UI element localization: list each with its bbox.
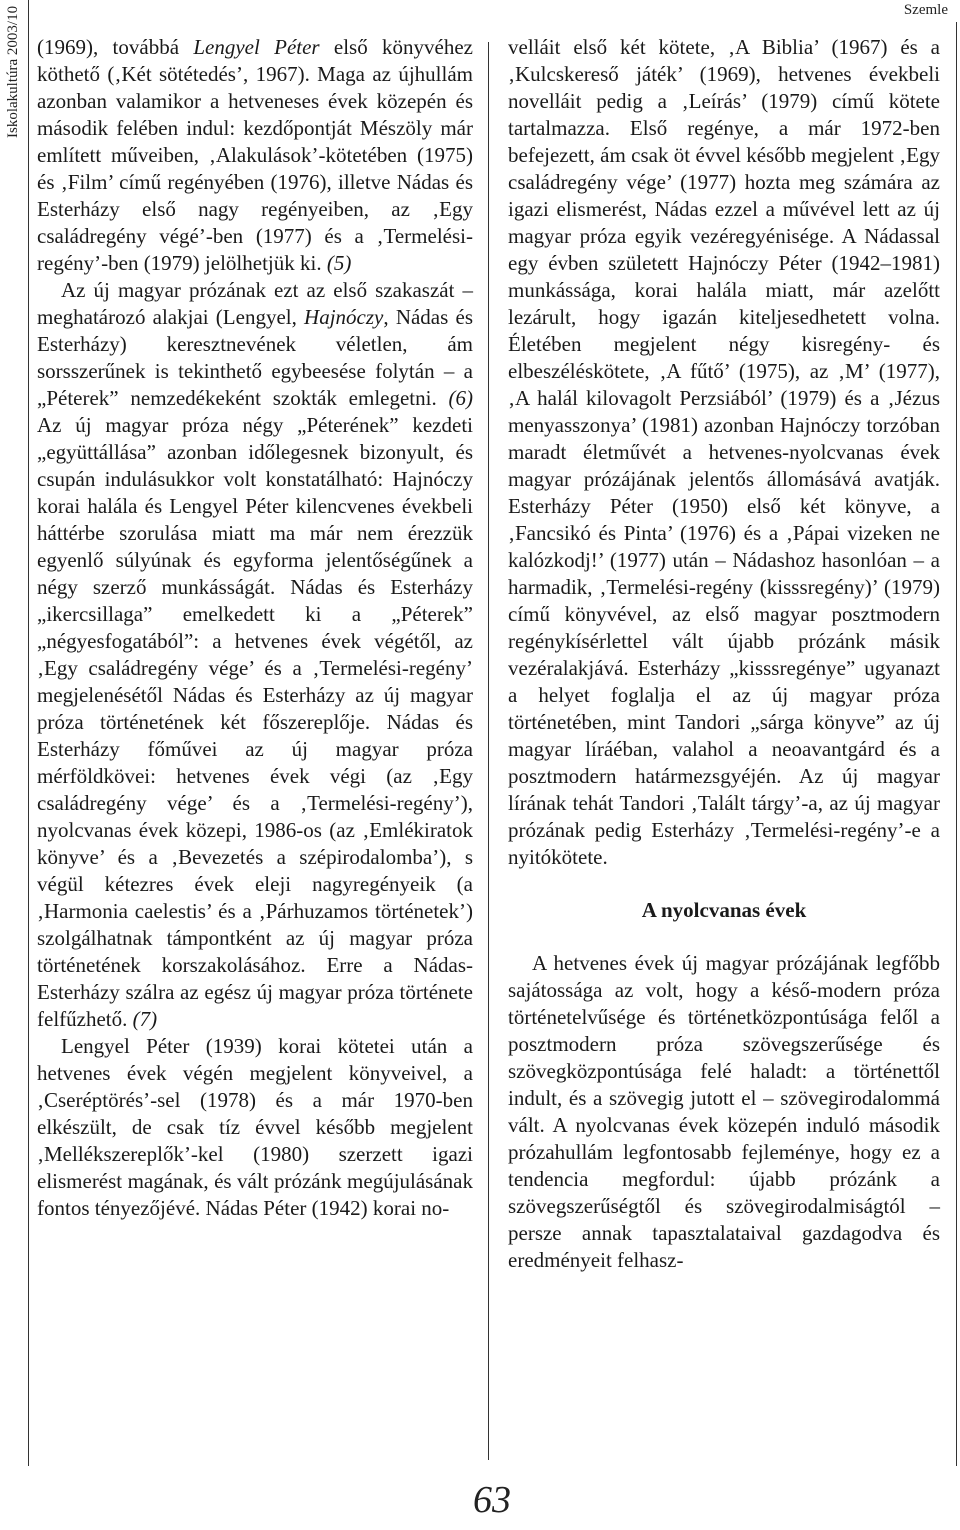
paragraph xyxy=(37,34,473,277)
paragraph: A hetvenes évek új magyar prózájának legfőbb sajátossága az volt, hogy a késő-modern próza történetelvűsége és történetközpontúsága felől a posztmodern próza szövegszerűsége és szövegközpontúsága felé haladt: a történettől indult, és a szövegig jutott el – szövegirodalommá vált. A nyolcvanas évek közepén induló második prózahullám legfontosabb fejleménye, hogy ez a tendencia megfordul: újabb prózánk a szövegszerűségtől és szövegirodalmiságtól – persze annak tapasztalataival gazdagodva és eredményeit felhasz- xyxy=(508,951,940,1272)
left-column xyxy=(37,34,473,1222)
text-run: Az új magyar próza négy „Péterének” kezdeti „együttállása” azonban időlegesnek bizonyult, és csupán indulásukkor volt konstatálható: Hajnóczy korai halála és Lengyel Péter kilencvenes évekbeli háttérbe szorulása miatt ma már nem érezzük egyenlő súlyúnak és egyforma jelentőségűnek a négy szerző munkásságát. Nádas és Esterházy „ikercsillaga” emelkedett ki a „Péterek” „négyesfogatából”: a hetvenes évek végétől, az ‚Egy családregény vége’ és a ‚Termelési-regény’ megjelenésétől Nádas és Esterházy az új magyar próza történetének két főszereplője. Nádas és Esterházy főművei az új magyar próza mérföldkövei: hetvenes évek végi (az ‚Egy családregény vége’ és a ‚Termelési-regény’), nyolcvanas évek közepi, 1986-os (az ‚Emlékiratok könyve’ és a ‚Bevezetés a szépirodalomba’), s végül kétezres évek eleji nagyregényeik (a ‚Harmonia caelestis’ és a ‚Párhuzamos történetek’) szolgálhatnak támpontként az új magyar próza történetének korszakolásához. Erre a Nádas-Esterházy szálra az egész új magyar próza története felfűzhető. xyxy=(37,413,473,1031)
margin-rule xyxy=(28,0,29,1466)
text-run: első könyvéhez köthető (‚Két sötétedés’, 1967). Maga az újhullám azonban valamikor a hetveneses évek közepén és második felében indul: kezdőpontját Mészöly már említett műveiben, ‚Alakulások’-kötetében (1975) és ‚Film’ című regényében (1976), illetve Nádas és Esterházy első nagy regényeiben, az ‚Egy családregény végé’-ben (1977) és a ‚Termelési-regény’-ben (1979) jelölhetjük ki. xyxy=(37,35,473,275)
text-run: , Nádas és Esterházy) keresztnevének véletlen, ám sorsszerűnek is tekinthető egybeesése folytán – a „Péterek” nemzedékeként szokták emlegetni. xyxy=(37,305,473,410)
paragraph: Lengyel Péter (1939) korai kötetei után a hetvenes évek végén megjelent könyveivel, a ‚Cseréptörés’-sel (1978) és a már 1970-ben elkészült, de csak tíz évvel később megjelent ‚Mellékszereplők’-kel (1980) szerzett igazi elismerést magának, és vált prózánk megújulásának fontos tényezőjévé. Nádas Péter (1942) korai no- xyxy=(37,1034,473,1220)
paragraph: velláit első két kötete, ‚A Biblia’ (1967) és a ‚Kulcskereső játék’ (1969), hetvenes évekbeli novelláit pedig a ‚Leírás’ (1979) című kötete tartalmazza. Első regénye, a már 1972-ben befejezett, ám csak öt évvel később megjelent ‚Egy családregény vége’ (1977) hozta meg számára az igazi elismerést, Nádas ezzel a művével lett az új magyar próza egyik vezéregyénisége. A Nádassal egy évben született Hajnóczy Péter (1942–1981) munkássága, korai halála miatt, már azelőtt lezárult, hogy igazán kiteljesedhetett volna. Életében megjelent négy kisregény- és elbeszéléskötete, ‚A fűtő’ (1975), az ‚M’ (1977), ‚A halál kilovagolt Perzsiából’ (1979) és a ‚Jézus menyasszonya’ (1981) azonban Hajnóczy torzóban maradt életművét a hetvenes-nyolcvanas évek magyar prózájának jelentős állomásává avatják. Esterházy Péter (1950) első két könyve, a ‚Fancsikó és Pinta’ (1976) és a ‚Pápai vizeken ne kalózkodj!’ (1977) után – Nádashoz hasonlóan – a harmadik, ‚Termelési-regény (kisssregény)’ (1979) című könyvével, az első magyar posztmodern regénykísérlettel vált újabb prózánk másik vezéralakjává. Esterházy „kisssregénye” ugyanazt a helyet foglalja el az új magyar próza történetében, mint Tandori „sárga könyve” az új magyar líráéban, valahol a neoavantgárd és a posztmodern határmezsgyéjén. Az új magyar lírának tehát Tandori ‚Talált tárgy’-a, az új magyar prózának pedig Esterházy ‚Termelési-regény’-e a nyitókötete. xyxy=(508,35,940,869)
column-divider xyxy=(488,42,489,1460)
paragraph xyxy=(37,277,473,1033)
section-heading: A nyolcvanas évek xyxy=(641,898,807,922)
footnote-ref: (6) xyxy=(448,386,473,410)
right-margin-rule xyxy=(956,22,957,1466)
text-run: Az új magyar prózának ezt az első szakaszát – meghatározó alakjai (Lengyel, xyxy=(37,278,473,329)
journal-label: Iskolakultúra 2003/10 xyxy=(5,6,21,139)
section-label: Szemle xyxy=(903,2,948,18)
emphasis: Lengyel Péter xyxy=(193,35,320,59)
right-column xyxy=(508,34,940,1274)
page-number: 63 xyxy=(473,1479,511,1521)
emphasis: Hajnóczy xyxy=(304,305,384,329)
footnote-ref: (5) xyxy=(326,251,352,275)
footnote-ref: (7) xyxy=(132,1007,158,1031)
text-run: (1969), továbbá xyxy=(37,35,194,59)
